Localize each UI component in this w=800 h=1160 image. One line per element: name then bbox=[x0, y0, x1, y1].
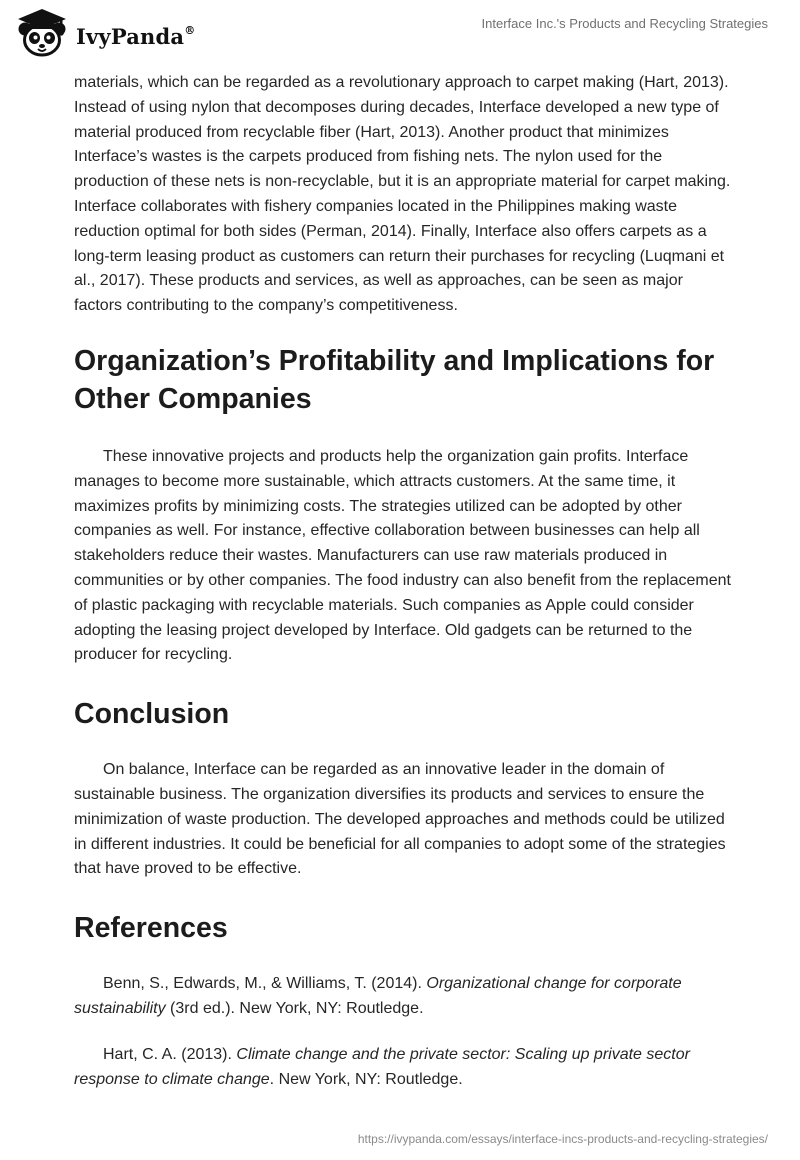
references-heading: References bbox=[74, 912, 228, 945]
reference-publisher: (3rd ed.). New York, NY: Routledge. bbox=[165, 999, 424, 1017]
reference-authors: Hart, C. A. (2013). bbox=[103, 1045, 237, 1063]
section-heading-profitability: Organization’s Profitability and Implications for Other Companies bbox=[74, 344, 715, 415]
brand-logo[interactable] bbox=[14, 7, 195, 59]
panda-graduate-icon bbox=[14, 7, 70, 59]
essay-content bbox=[74, 71, 734, 1113]
document-title: Interface Inc.'s Products and Recycling Strategies bbox=[481, 16, 768, 31]
reference-title: Organizational change for corporate sustainability bbox=[74, 975, 682, 1017]
intro-paragraph: materials, which can be regarded as a revolutionary approach to carpet making (Hart, 2013). Instead of using nylon that decomposes during decades, Interface developed a new type of material produced from recyclable fiber (Hart, 2013). Another product that minimizes Interface’s wastes is the carpets produced from fishing nets. The nylon used for the production of these nets is non-recyclable, but it is an appropriate material for carpet making. Interface collaborates with fishery companies located in the Philippines making waste reduction optimal for both sides (Perman, 2014). Finally, Interface also offers carpets as a long-term leasing product as customers can return their purchases for recycling (Luqmani et al., 2017). These products and services, as well as approaches, can be seen as major factors contributing to the company’s competitiveness. bbox=[74, 74, 731, 315]
reference-title: Climate change and the private sector: Scaling up private sector response to climate change bbox=[74, 1045, 690, 1088]
source-url-link[interactable]: https://ivypanda.com/essays/interface-incs-products-and-recycling-strategies/ bbox=[357, 1132, 768, 1146]
reference-item bbox=[74, 1043, 734, 1093]
brand-name: IvyPanda® bbox=[76, 23, 196, 49]
profitability-paragraph: These innovative projects and products help the organization gain profits. Interface manages to become more sustainable, which attracts customers. At the same time, it maximizes profits by minimizing costs. The strategies utilized can be adopted by other companies as well. For instance, effective collaboration between businesses can help all stakeholders reduce their wastes. Manufacturers can use raw materials produced in communities or by other companies. The food industry can also benefit from the replacement of plastic packaging with recyclable materials. Such companies as Apple could consider adopting the leasing project developed by Interface. Old gadgets can be returned to the producer for recycling. bbox=[74, 447, 731, 664]
section-heading-conclusion: Conclusion bbox=[74, 698, 230, 731]
reference-publisher: . New York, NY: Routledge. bbox=[269, 1070, 463, 1088]
conclusion-paragraph: On balance, Interface can be regarded as an innovative leader in the domain of sustainable business. The organization diversifies its products and services to ensure the minimization of waste production. The developed approaches and methods could be utilized in different industries. It could be beneficial for all companies to adopt some of the strategies that have proved to be effective. bbox=[74, 761, 726, 878]
reference-authors: Benn, S., Edwards, M., & Williams, T. (2014). bbox=[103, 975, 427, 993]
reference-item bbox=[74, 972, 734, 1022]
page-header bbox=[0, 0, 800, 70]
